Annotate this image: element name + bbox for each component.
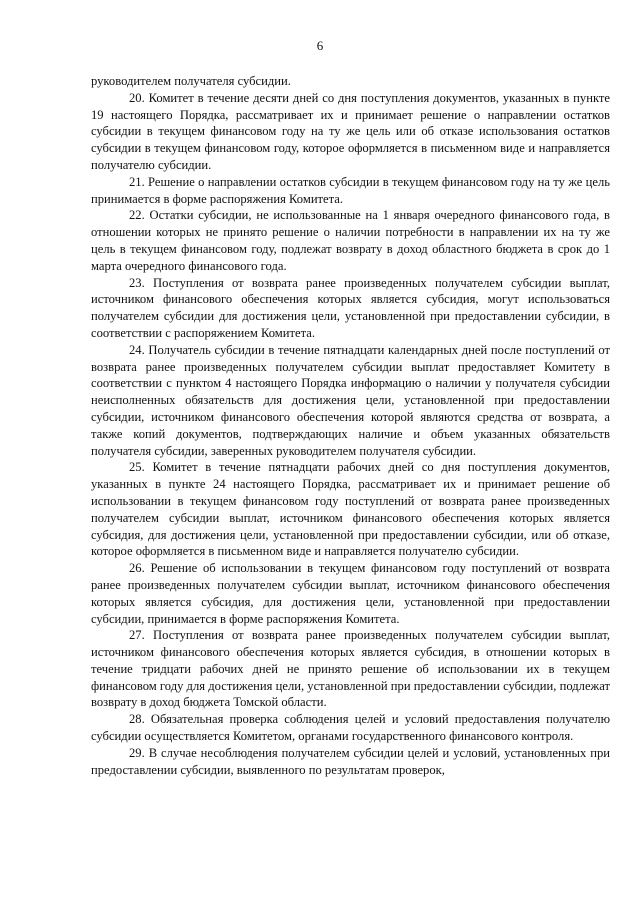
paragraph-29: 29. В случае несоблюдения получателем субсидии целей и условий, установленных при предоставлении субсидии, выявленного по результатам проверок, [91,745,610,777]
paragraph-23: 23. Поступления от возврата ранее произведенных получателем субсидии выплат, источником финансового обеспечения которых является субсидия, могут использоваться получателем субсидии для достижения цели, установленной при предоставлении субсидии, в соответствии с распоряжением Комитета. [91,275,610,340]
paragraph-24: 24. Получатель субсидии в течение пятнадцати календарных дней после поступлений от возврата ранее произведенных получателем субсидии выплат предоставляет Комитету в соответствии с пунктом 4 настоящего Порядка информацию о наличии у получателя субсидии неисполненных обязательств для достижения цели, установленной при предоставлении субсидии, источником финансового обеспечения которой являются средства от возврата, а также копий документов, подтверждающих наличие и объем указанных обязательств получателя субсидии, заверенных руководителем получателя субсидии. [91,342,610,458]
paragraph-28: 28. Обязательная проверка соблюдения целей и условий предоставления получателю субсидии осуществляется Комитетом, органами государственного финансового контроля. [91,712,610,744]
paragraph-27: 27. Поступления от возврата ранее произведенных получателем субсидии выплат, источником финансового обеспечения которых является субсидия, в отношении которых в течение тридцати рабочих дней не принято решение об использовании их в текущем финансовом году для достижения цели, установленной при предоставлении субсидии, подлежат возврату в доход бюджета Томской области. [91,628,610,710]
paragraph-21: 21. Решение о направлении остатков субсидии в текущем финансовом году на ту же цель принимается в форме распоряжения Комитета. [91,174,610,206]
paragraph-25: 25. Комитет в течение пятнадцати рабочих дней со дня поступления документов, указанных в пункте 24 настоящего Порядка, рассматривает их и принимает решение об использовании в текущем финансовом году поступлений от возврата ранее произведенных получателем субсидии выплат, источником финансового обеспечения которых является субсидия, для достижения цели, установленной при предоставлении субсидии, или об отказе, которое оформляется в письменном виде и направляется получателю субсидии. [91,460,610,559]
paragraph-22: 22. Остатки субсидии, не использованные на 1 января очередного финансового года, в отношении которых не принято решение о наличии потребности в направлении их на ту же цель в текущем финансовом году, подлежат возврату в доход областного бюджета в срок до 1 марта очередного финансового года. [91,208,610,273]
paragraph-20: 20. Комитет в течение десяти дней со дня поступления документов, указанных в пункте 19 настоящего Порядка, рассматривает их и принимает решение о направлении остатков субсидии в текущем финансовом году на ту же цель или об отказе использования остатков субсидии в текущем финансовом году, которое оформляется в письменном виде и направляется получателю субсидии. [91,90,610,172]
document-body [91,73,610,778]
page-number: 6 [316,38,324,53]
paragraph-continuation: руководителем получателя субсидии. [91,74,291,88]
paragraph-26: 26. Решение об использовании в текущем финансовом году поступлений от возврата ранее произведенных получателем субсидии выплат, источником финансового обеспечения которых является субсидия, для достижения цели, установленной при предоставлении субсидии, принимается в форме распоряжения Комитета. [91,561,610,626]
